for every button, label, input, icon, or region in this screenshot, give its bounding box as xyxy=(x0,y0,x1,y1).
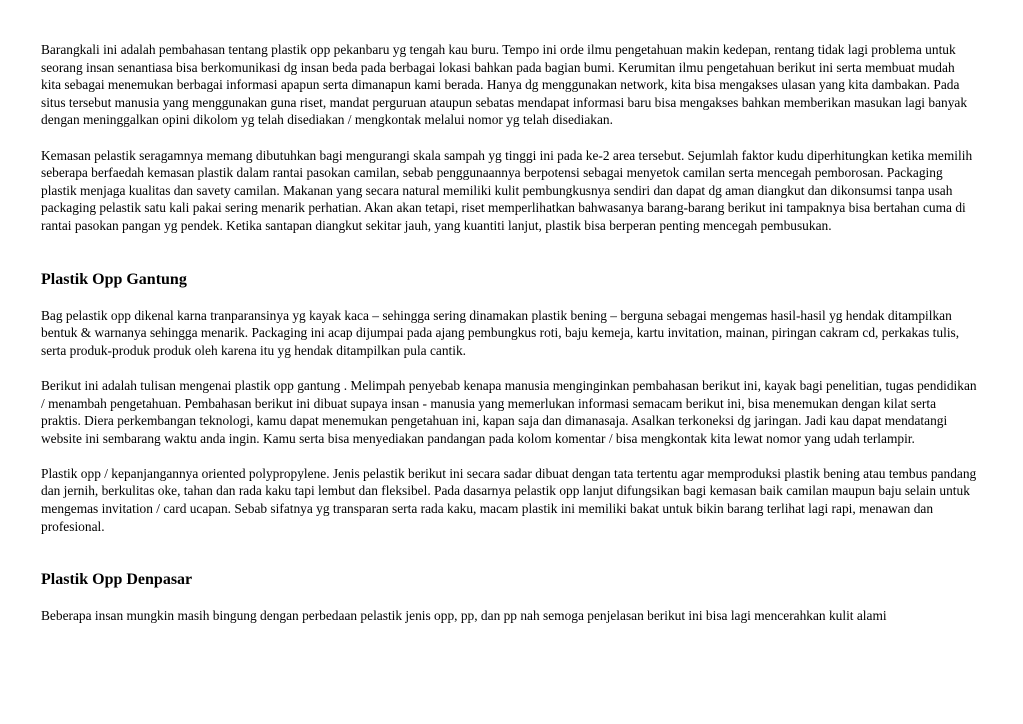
intro-paragraph-2: Kemasan pelastik seragamnya memang dibutuhkan bagi mengurangi skala sampah yg tinggi ini pada ke-2 area tersebut. Sejumlah faktor kudu diperhitungkan ketika memilih seberapa berfaedah kemasan plastik dalam rantai pasokan camilan, sebab penggunaannya berpotensi sebagai menyetok camilan serta mencegah pemborosan. Packaging plastik menjaga kualitas dan savety camilan. Makanan yang secara natural memiliki kulit pembungkusnya sendiri dan dapat dg aman diangkut dan dikonsumsi tanpa usah packaging pelastik satu kali pakai sering menarik perhatian. Akan akan tetapi, riset memperlihatkan bahwasanya barang-barang berikut ini tampaknya bisa bertahan cuma di rantai pasokan pangan yg pendek. Ketika santapan diangkut sekitar jauh, yang kuantiti lanjut, plastik bisa berperan penting mencegah pembusukan. xyxy=(41,147,973,233)
section1-paragraph-2: Berikut ini adalah tulisan mengenai plastik opp gantung . Melimpah penyebab kenapa manusia menginginkan pembahasan berikut ini, kayak bagi penelitian, tugas pendidikan / menambah pengetahuan. Pembahasan berikut ini dibuat supaya insan - manusia yang memerlukan informasi semacam berikut ini, bisa menemukan dengan kilat serta praktis. Diera perkembangan teknologi, kamu dapat menemukan pengetahuan ini, kapan saja dan dimanasaja. Asalkan terkoneksi dg jaringan. Jadi kau dapat mendatangi website ini sembarang waktu anda ingin. Kamu serta bisa menyediakan pandangan pada kolom komentar / bisa mengkontak kita lewat nomor yang udah terlampir. xyxy=(41,377,977,446)
intro-paragraph-1: Barangkali ini adalah pembahasan tentang plastik opp pekanbaru yg tengah kau buru. Tempo ini orde ilmu pengetahuan makin kedepan, rentang tidak lagi problema untuk seorang insan senantiasa bisa berkomunikasi dg insan beda pada berbagai lokasi bahkan pada bagian bumi. Kerumitan ilmu pengetahuan berikut ini serta membuat mudah kita sebagai menemukan berbagai informasi apapun serta dimanapun kami berada. Hanya dg menggunakan network, kita bisa mengakses ulasan yang kita dambakan. Pada situs tersebut manusia yang menggunakan guna riset, mandat perguruan ataupun sebatas mendapat informasi baru bisa mengakses bahkan memberikan masukan lagi banyak dengan meninggalkan opini dikolom yg telah disediakan / mengkontak melalui nomor yg telah disediakan. xyxy=(41,42,968,128)
section1-paragraph-1: Bag pelastik opp dikenal karna tranparansinya yg kayak kaca – sehingga sering dinamakan plastik bening – berguna sebagai mengemas hasil-hasil yg hendak ditampilkan bentuk & warnanya sehingga menarik. Packaging ini acap dijumpai pada ajang pembungkus roti, baju kemeja, kartu invitation, mainan, piringan cakram cd, perkakas tulis, serta produk-produk produk oleh karena itu yg hendak ditampilkan pula cantik. xyxy=(41,307,960,358)
section1-paragraph-3: Plastik opp / kepanjangannya oriented polypropylene. Jenis pelastik berikut ini secara sadar dibuat dengan tata tertentu agar memproduksi plastik bening atau tembus pandang dan jernih, berkulitas oke, tahan dan rada kaku tapi lembut dan fleksibel. Pada dasarnya pelastik opp lanjut difungsikan bagi kemasan baik camilan maupun baju selain untuk mengemas invitation / card ucapan. Sebab sifatnya yg transparan serta rada kaku, macam plastik ini memiliki bakat untuk bikin barang terlihat lagi rapi, menawan dan profesional. xyxy=(41,465,977,534)
document-page xyxy=(41,41,978,642)
section-heading-plastik-opp-denpasar: Plastik Opp Denpasar xyxy=(41,571,193,589)
section-heading-plastik-opp-gantung: Plastik Opp Gantung xyxy=(41,270,187,288)
section2-paragraph-1: Beberapa insan mungkin masih bingung dengan perbedaan pelastik jenis opp, pp, dan pp nah semoga penjelasan berikut ini bisa lagi mencerahkan kulit alami xyxy=(41,608,887,624)
